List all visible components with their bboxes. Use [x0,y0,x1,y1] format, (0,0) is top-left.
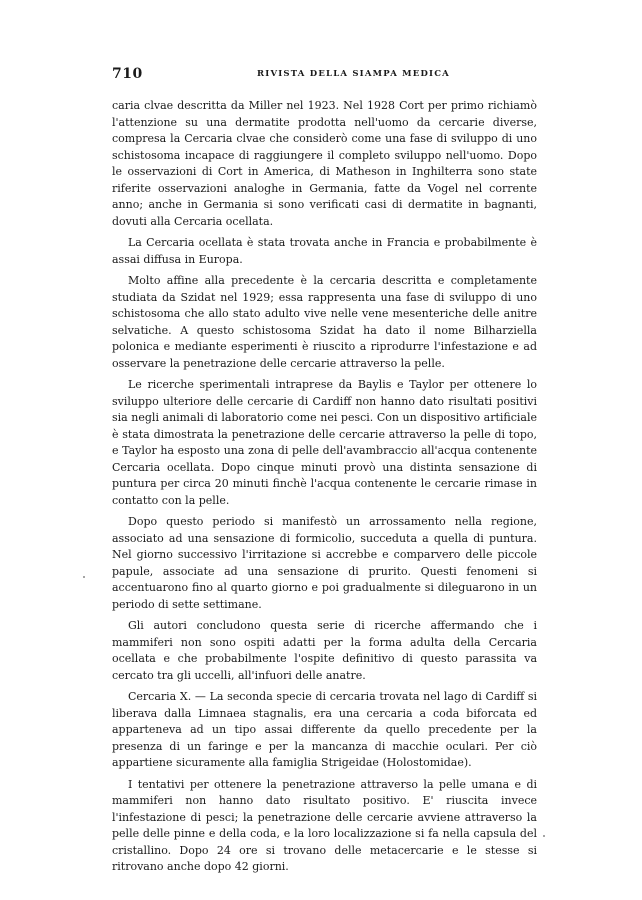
paragraph: Le ricerche sperimentali intraprese da Baylis e Taylor per ottenere lo sviluppo ulteriore delle cercarie di Cardiff non hanno dato risultati positivi sia negli animali di laboratorio come nei pesci. Con un dispositivo artificiale è stata dimostrata la penetrazione delle cercarie attraverso la pelle di topo, e Taylor ha esposto una zona di pelle dell'avambraccio all'acqua contenente Cercaria ocellata. Dopo cinque minuti provò una distinta sensazione di puntura per circa 20 minuti finchè l'acqua contenente le cercarie rimase in contatto con la pelle. [112,378,537,507]
page-number: 710 [112,66,143,82]
page-header [112,66,537,86]
scan-speck [83,576,85,578]
body-text [112,98,537,881]
scan-speck [543,835,545,837]
paragraph: caria clvae descritta da Miller nel 1923. Nel 1928 Cort per primo richiamò l'attenzione su una dermatite prodotta nell'uomo da cercarie diverse, compresa la Cercaria clvae che considerò come una fase di sviluppo di uno schistosoma incapace di raggiungere il completo sviluppo nell'uomo. Dopo le osservazioni di Cort in America, di Matheson in Inghilterra sono state riferite osservazioni analoghe in Germania, fatte da Vogel nel corrente anno; anche in Germania si sono verificati casi di dermatite in bagnanti, dovuti alla Cercaria ocellata. [112,99,537,228]
paragraph: La Cercaria ocellata è stata trovata anche in Francia e probabilmente è assai diffusa in Europa. [112,236,537,266]
running-head: RIVISTA DELLA SIAMPA MEDICA [257,69,450,79]
paragraph: Cercaria X. — La seconda specie di cercaria trovata nel lago di Cardiff si liberava dalla Limnaea stagnalis, era una cercaria a coda biforcata ed apparteneva ad un tipo assai differente da quello precedente per la presenza di un faringe e per la mancanza di macchie oculari. Per ciò appartiene sicuramente alla famiglia Strigeidae (Holostomidae). [112,690,537,769]
paragraph: Dopo questo periodo si manifestò un arrossamento nella regione, associato ad una sensazione di formicolio, succeduta a quella di puntura. Nel giorno successivo l'irritazione si accrebbe e comparvero delle piccole papule, associate ad una sensazione di prurito. Questi fenomeni si accentuarono fino al quarto giorno e poi gradualmente si dileguarono in un periodo di sette settimane. [112,515,537,611]
paragraph: I tentativi per ottenere la penetrazione attraverso la pelle umana e di mammiferi non hanno dato risultato positivo. E' riuscita invece l'infestazione di pesci; la penetrazione delle cercarie avviene attraverso la pelle delle pinne e della coda, e la loro localizzazione si fa nella capsula del cristallino. Dopo 24 ore si trovano delle metacercarie e le stesse si ritrovano anche dopo 42 giorni. [112,777,537,873]
paragraph: Gli autori concludono questa serie di ricerche affermando che i mammiferi non sono ospiti adatti per la forma adulta della Cercaria ocellata e che probabilmente l'ospite definitivo di questo parassita va cercato tra gli uccelli, all'infuori delle anatre. [112,619,537,682]
paragraph: Molto affine alla precedente è la cercaria descritta e completamente studiata da Szidat nel 1929; essa rappresenta una fase di sviluppo di uno schistosoma che allo stato adulto vive nelle vene mesenteriche delle anitre selvatiche. A questo schistosoma Szidat ha dato il nome Bilharziella polonica e mediante esperimenti è riuscito a riprodurre l'infestazione e ad osservare la penetrazione delle cercarie attraverso la pelle. [112,274,537,370]
